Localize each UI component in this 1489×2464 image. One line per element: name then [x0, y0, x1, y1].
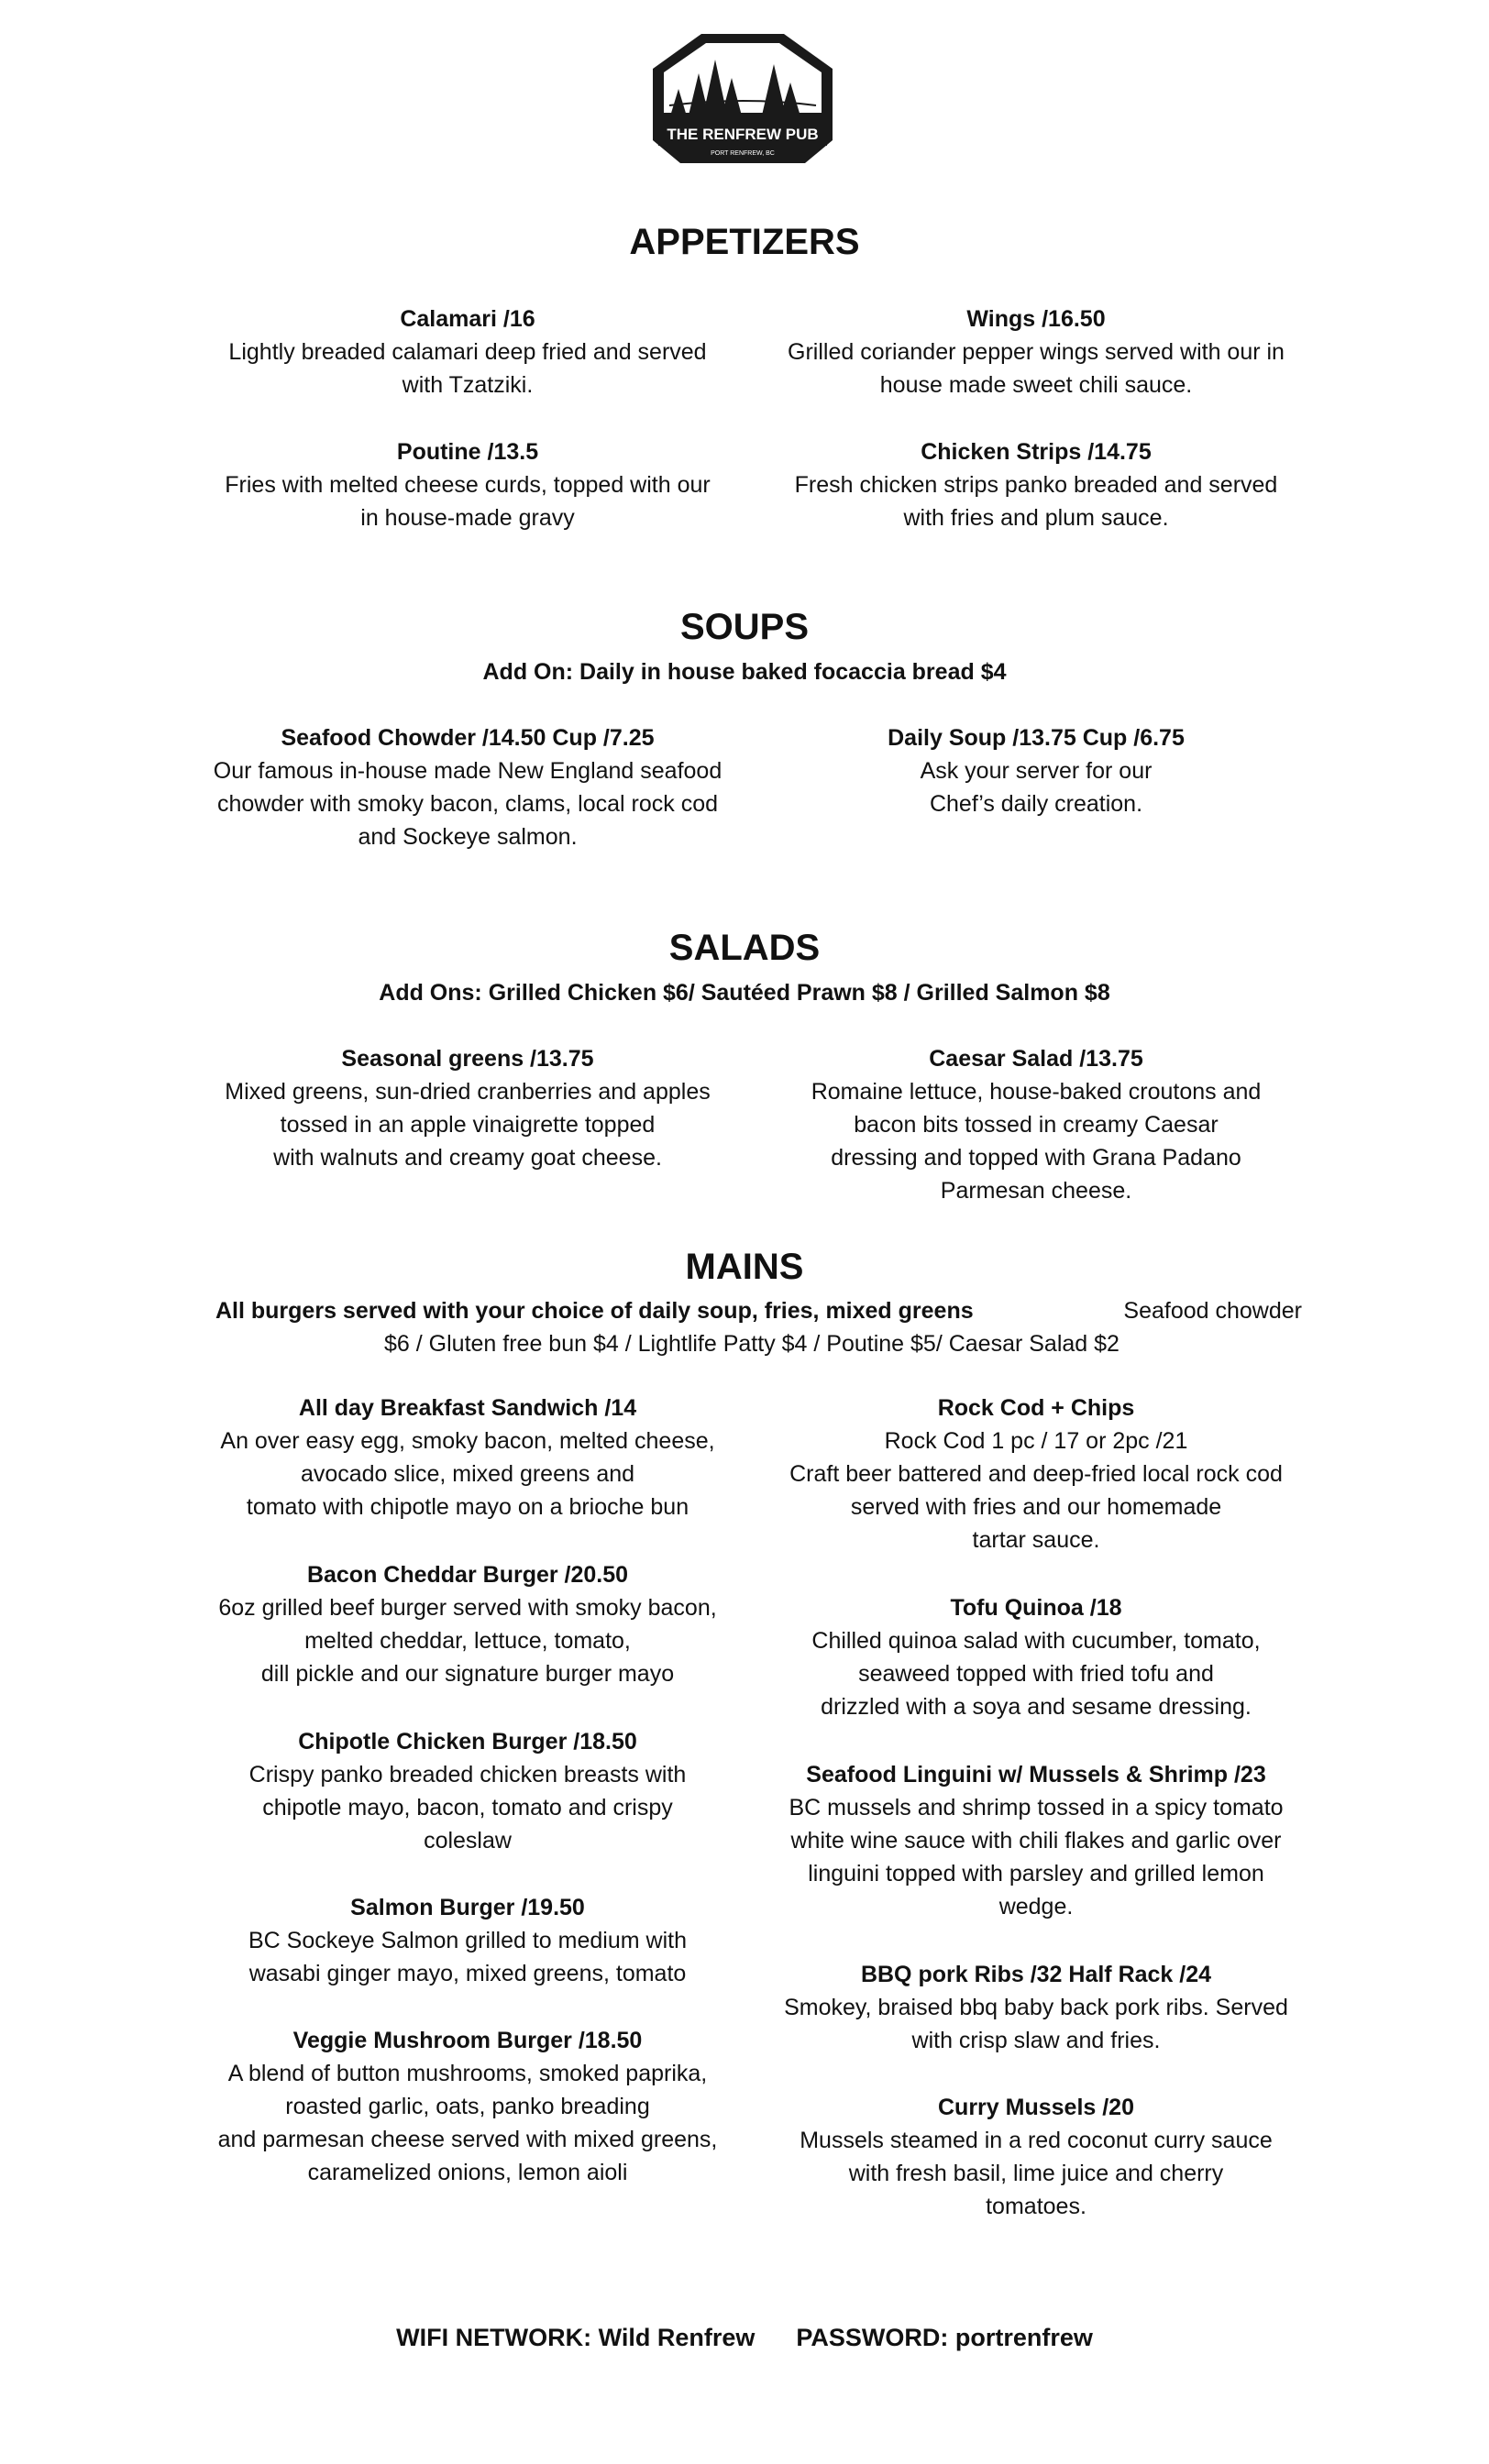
item-description: Our famous in-house made New England seafood chowder with smoky bacon, clams, local rock cod and Sockeye salmon. — [213, 758, 722, 850]
menu-item — [174, 721, 761, 853]
item-name: BBQ pork Ribs /32 Half Rack /24 — [860, 1962, 1212, 1987]
menu-item — [752, 721, 1320, 820]
mains-note-line2: $6 / Gluten free bun $4 / Lightlife Patty $4 / Poutine $5/ Caesar Salad $2 — [384, 1331, 1120, 1357]
item-name: Calamari /16 — [400, 306, 535, 332]
wifi-footer — [0, 2321, 1489, 2354]
item-description: Mussels steamed in a red coconut curry sauce with fresh basil, lime juice and cherry tomatoes. — [800, 2128, 1273, 2219]
menu-item — [174, 2024, 761, 2189]
menu-item — [174, 1392, 761, 1524]
item-description: Ask your server for our Chef’s daily creation. — [920, 758, 1153, 817]
menu-item — [752, 1392, 1320, 1556]
item-name: Veggie Mushroom Burger /18.50 — [292, 2028, 643, 2053]
item-description: Fries with melted cheese curds, topped with our in house-made gravy — [225, 472, 711, 531]
menu-item — [752, 302, 1320, 402]
menu-item — [752, 1042, 1320, 1207]
item-name: Wings /16.50 — [966, 306, 1106, 332]
mains-burger-note — [202, 1294, 1302, 1360]
wifi-password: PASSWORD: portrenfrew — [796, 2324, 1093, 2351]
salads-title: SALADS — [668, 928, 821, 968]
item-name: Poutine /13.5 — [396, 439, 539, 465]
item-description: Mixed greens, sun-dried cranberries and apples tossed in an apple vinaigrette topped with walnuts and creamy goat cheese. — [225, 1079, 711, 1171]
item-name: Seafood Chowder /14.50 Cup /7.25 — [281, 725, 655, 751]
soups-add-on-note: Add On: Daily in house baked focaccia bread $4 — [482, 659, 1007, 685]
item-description: Lightly breaded calamari deep fried and served with Tzatziki. — [228, 339, 707, 398]
menu-item — [752, 2091, 1320, 2223]
menu-item — [174, 435, 761, 534]
mains-note-bold: All burgers served with your choice of daily soup, fries, mixed greens — [215, 1298, 974, 1324]
item-description: A blend of button mushrooms, smoked paprika, roasted garlic, oats, panko breading and parmesan cheese served with mixed greens, caramelized onions, lemon aioli — [217, 2061, 718, 2185]
menu-item — [752, 1591, 1320, 1723]
item-name: Bacon Cheddar Burger /20.50 — [306, 1562, 629, 1588]
item-description: 6oz grilled beef burger served with smoky bacon, melted cheddar, lettuce, tomato, dill pickle and our signature burger mayo — [218, 1595, 717, 1687]
item-description: Crispy panko breaded chicken breasts with chipotle mayo, bacon, tomato and crispy coleslaw — [248, 1762, 687, 1854]
item-name: Seasonal greens /13.75 — [341, 1046, 594, 1072]
item-name: Salmon Burger /19.50 — [350, 1895, 585, 1920]
item-description: BC mussels and shrimp tossed in a spicy tomato white wine sauce with chili flakes and garlic over linguini topped with parsley and grilled lemon wedge. — [789, 1795, 1284, 1920]
item-description: BC Sockeye Salmon grilled to medium with wasabi ginger mayo, mixed greens, tomato — [248, 1928, 687, 1986]
menu-item — [174, 1725, 761, 1857]
svg-text:THE RENFREW PUB: THE RENFREW PUB — [667, 126, 819, 143]
item-description: Fresh chicken strips panko breaded and served with fries and plum sauce. — [794, 472, 1278, 531]
menu-item — [752, 1958, 1320, 2057]
menu-item — [174, 1558, 761, 1690]
item-name: Rock Cod + Chips — [937, 1395, 1135, 1421]
salads-add-on-note: Add Ons: Grilled Chicken $6/ Sautéed Prawn $8 / Grilled Salmon $8 — [379, 980, 1110, 1006]
item-name: Chicken Strips /14.75 — [921, 439, 1152, 465]
appetizers-title: APPETIZERS — [629, 222, 860, 262]
item-description: Smokey, braised bbq baby back pork ribs. Served with crisp slaw and fries. — [784, 1995, 1288, 2053]
item-name: Caesar Salad /13.75 — [929, 1046, 1143, 1072]
pub-logo — [651, 32, 834, 165]
menu-item — [752, 435, 1320, 534]
item-description: Rock Cod 1 pc / 17 or 2pc /21 Craft beer battered and deep-fried local rock cod served with fries and our homemade tartar sauce. — [789, 1428, 1283, 1553]
menu-item — [752, 1758, 1320, 1923]
item-name: All day Breakfast Sandwich /14 — [298, 1395, 637, 1421]
item-name: Chipotle Chicken Burger /18.50 — [298, 1729, 637, 1754]
menu-item — [174, 302, 761, 402]
item-description: An over easy egg, smoky bacon, melted cheese, avocado slice, mixed greens and tomato with chipotle mayo on a brioche bun — [220, 1428, 715, 1520]
item-description: Grilled coriander pepper wings served with our in house made sweet chili sauce. — [788, 339, 1285, 398]
item-name: Tofu Quinoa /18 — [950, 1595, 1122, 1621]
soups-title: SOUPS — [679, 607, 810, 647]
menu-item — [174, 1042, 761, 1174]
svg-text:PORT RENFREW, BC: PORT RENFREW, BC — [711, 150, 775, 157]
item-description: Romaine lettuce, house-baked croutons and bacon bits tossed in creamy Caesar dressing and topped with Grana Padano Parmesan cheese. — [811, 1079, 1262, 1204]
item-name: Daily Soup /13.75 Cup /6.75 — [888, 725, 1185, 751]
wifi-network: WIFI NETWORK: Wild Renfrew — [396, 2324, 756, 2351]
item-name: Seafood Linguini w/ Mussels & Shrimp /23 — [806, 1762, 1266, 1788]
item-description: Chilled quinoa salad with cucumber, tomato, seaweed topped with fried tofu and drizzled with a soya and sesame dressing. — [811, 1628, 1261, 1720]
mains-note-plain: Seafood chowder — [1123, 1298, 1302, 1324]
mains-title: MAINS — [685, 1247, 804, 1287]
item-name: Curry Mussels /20 — [938, 2095, 1134, 2120]
menu-item — [174, 1891, 761, 1990]
